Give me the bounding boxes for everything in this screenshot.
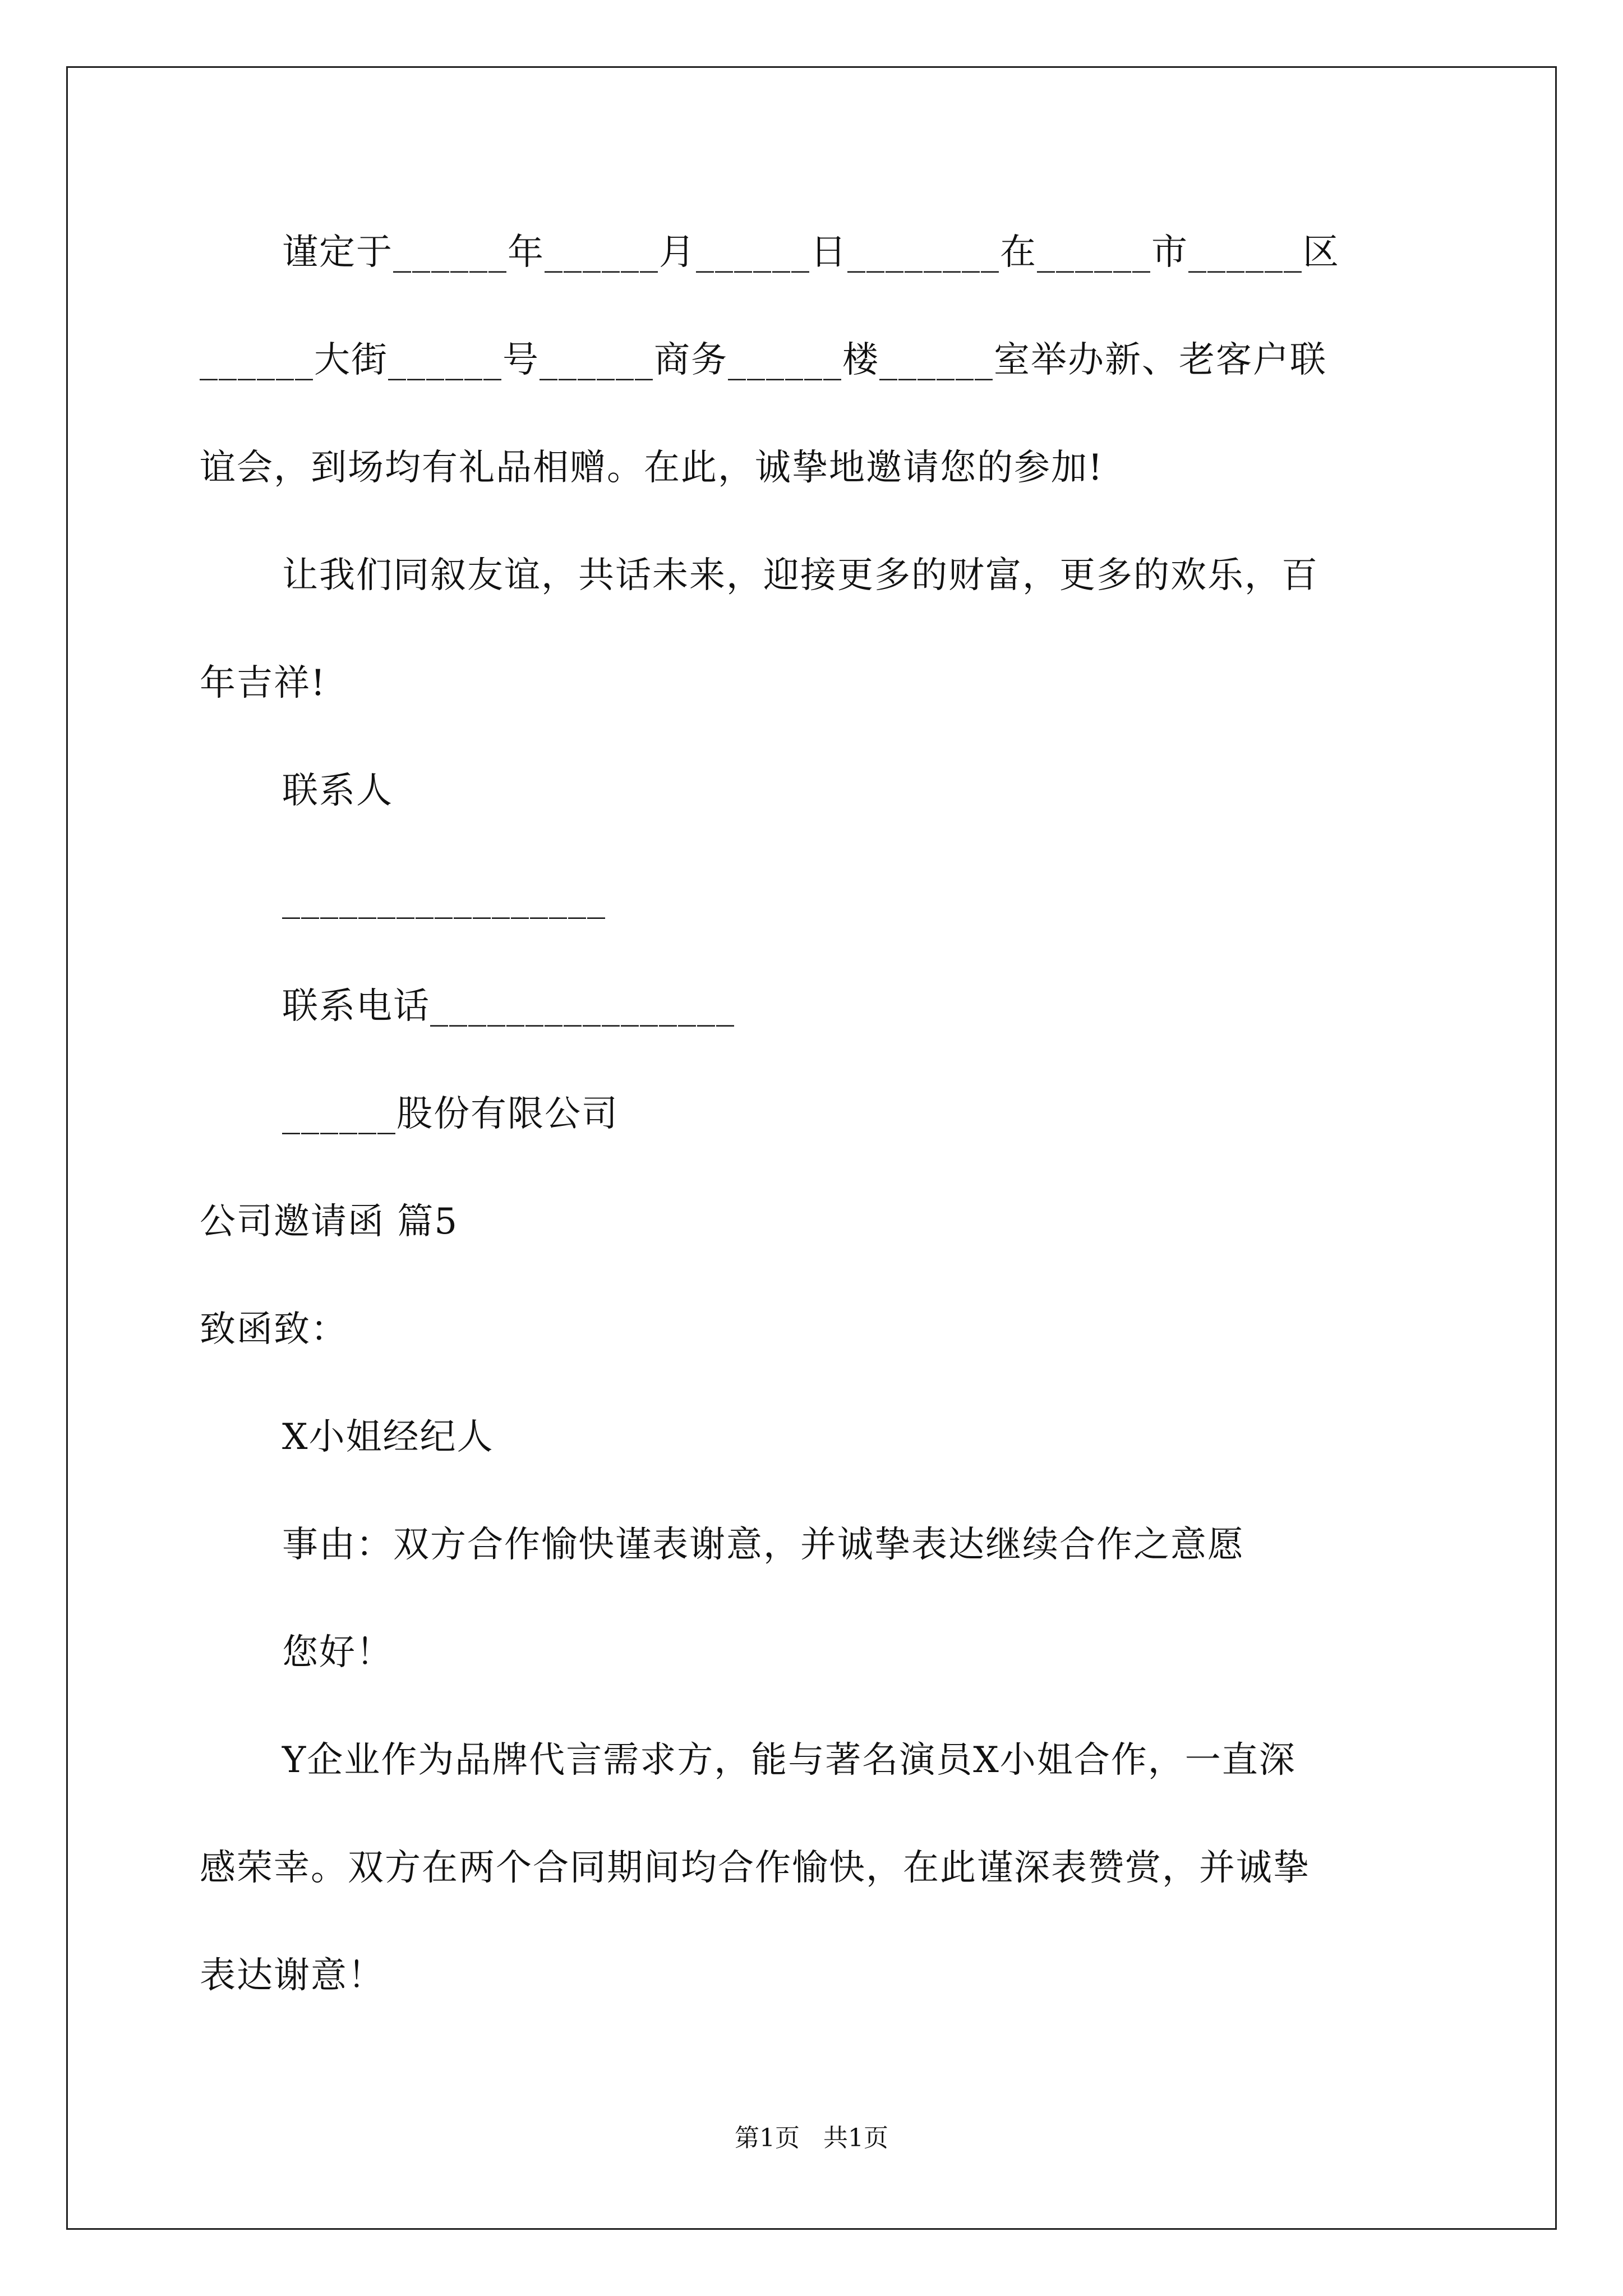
body-line-invitation: 谊会，到场均有礼品相赠。在此，诚挚地邀请您的参加! bbox=[200, 447, 1104, 489]
body-line-wishes: 让我们同叙友谊，共话未来，迎接更多的财富，更多的欢乐，百 bbox=[282, 555, 1318, 596]
letter-addressee-heading: 致函致： bbox=[200, 1309, 348, 1350]
letter-body-line-3: 表达谢意！ bbox=[200, 1955, 385, 1996]
body-line-wishes-end: 年吉祥! bbox=[200, 662, 326, 704]
page-border bbox=[66, 66, 1557, 2230]
contact-person-blank: _________________ bbox=[282, 878, 606, 919]
body-line-address: ______大街______号______商务______楼______室举办新、老客户联 bbox=[200, 339, 1327, 381]
letter-body-line-1: Y企业作为品牌代言需求方，能与著名演员X小姐合作，一直深 bbox=[282, 1740, 1296, 1781]
letter-greeting: 您好！ bbox=[282, 1632, 393, 1673]
letter-body-line-2: 感荣幸。双方在两个合同期间均合作愉快，在此谨深表赞赏，并诚挚 bbox=[200, 1847, 1310, 1889]
body-line-date-location: 谨定于______年______月______日________在______市______区 bbox=[282, 232, 1340, 273]
total-page-count: 共1页 bbox=[823, 2124, 888, 2152]
contact-person-label: 联系人 bbox=[282, 770, 393, 812]
page-footer bbox=[0, 2122, 1623, 2155]
letter-recipient: X小姐经纪人 bbox=[282, 1416, 494, 1458]
current-page-number: 第1页 bbox=[735, 2124, 800, 2152]
letter-subject: 事由：双方合作愉快谨表谢意，并诚挚表达继续合作之意愿 bbox=[282, 1524, 1244, 1566]
contact-phone-line: 联系电话________________ bbox=[282, 986, 735, 1027]
company-name-line: ______股份有限公司 bbox=[282, 1093, 619, 1135]
section-title: 公司邀请函 篇5 bbox=[200, 1201, 459, 1243]
